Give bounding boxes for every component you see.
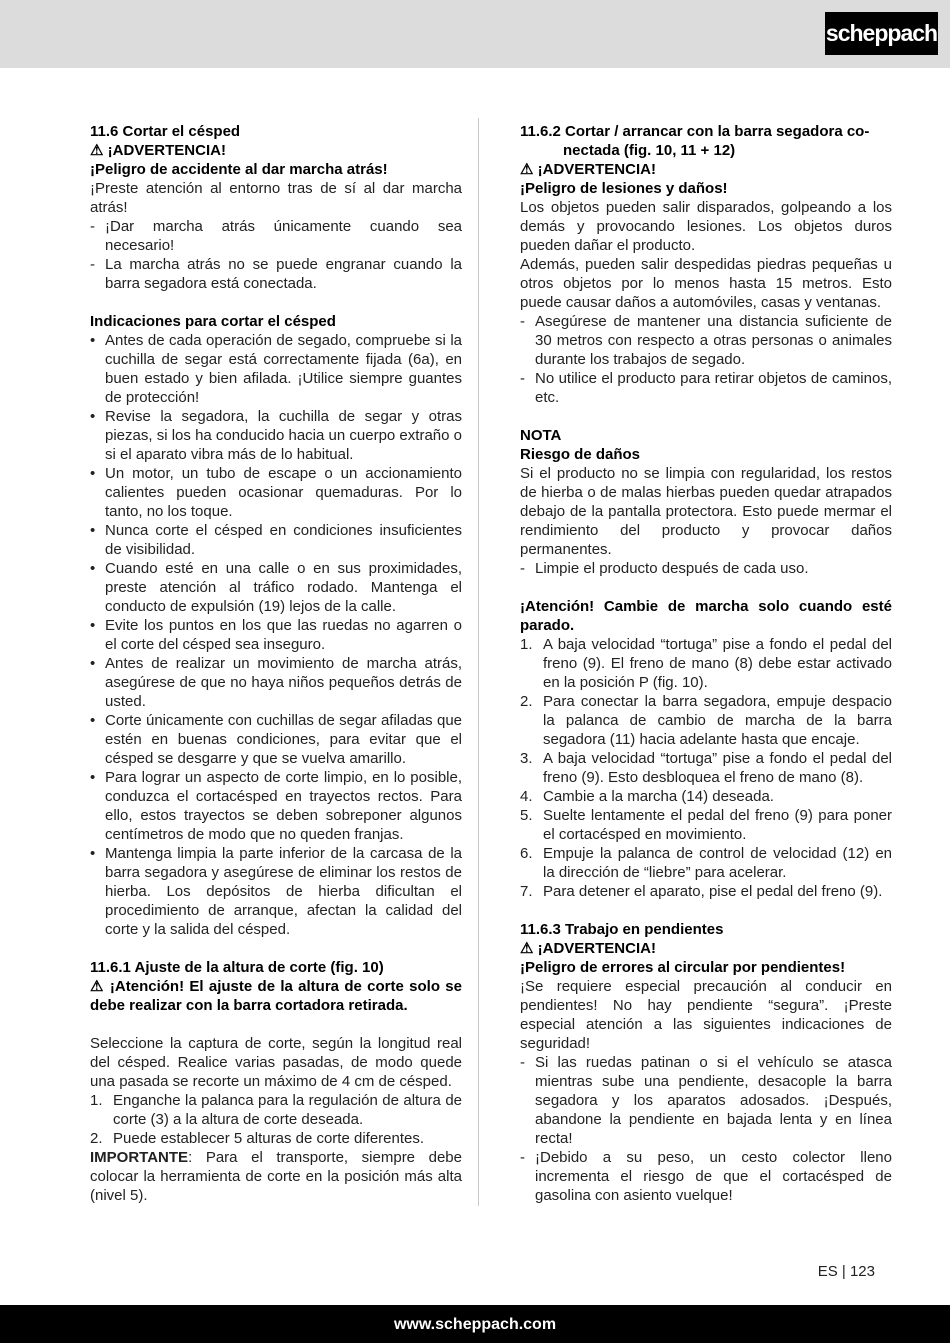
list-marker: - xyxy=(520,370,525,387)
list-marker: 2. xyxy=(520,693,533,710)
section-heading: 11.6.3 Trabajo en pendientes xyxy=(520,921,724,938)
paragraph: Además, pueden salir despedidas piedras pequeñas u otros objetos por lo menos hasta 15 metros. Esto puede causar daños a automóviles, casas y ventanas. xyxy=(520,256,892,311)
list-item xyxy=(520,635,892,692)
section-heading: Indicaciones para cortar el césped xyxy=(90,313,336,330)
list-marker: - xyxy=(90,218,95,235)
list-item xyxy=(520,369,892,407)
column-divider xyxy=(478,118,479,1206)
list-item xyxy=(90,521,462,559)
list-item-text: No utilice el producto para retirar objetos de caminos, etc. xyxy=(535,370,892,406)
list xyxy=(520,1053,892,1205)
list-marker: 1. xyxy=(90,1092,103,1109)
warning-triangle-icon: ⚠ xyxy=(90,978,105,995)
list-item-text: Evite los puntos en los que las ruedas no agarren o el corte del césped sea inseguro. xyxy=(105,617,462,653)
list-marker: 3. xyxy=(520,750,533,767)
list-marker: 4. xyxy=(520,788,533,805)
scheppach-logo xyxy=(825,12,938,55)
warning-heading: ⚠ ¡ADVERTENCIA! xyxy=(520,940,656,957)
list-marker: 2. xyxy=(90,1130,103,1147)
list-item-text: Revise la segadora, la cuchilla de segar y otras piezas, si los ha conducido hacia un cuerpo extraño o si el aparato vibra más de lo habitual. xyxy=(105,408,462,463)
warning-heading: ⚠ ¡ADVERTENCIA! xyxy=(520,161,656,178)
list-item-text: Nunca corte el césped en condiciones insuficientes de visibilidad. xyxy=(105,522,462,558)
list-item xyxy=(520,844,892,882)
section-heading: 11.6.1 Ajuste de la altura de corte (fig. 10) xyxy=(90,959,384,976)
list-item-text: Asegúrese de mantener una distancia suficiente de 30 metros con respecto a otras personas o animales durante los trabajos de segado. xyxy=(535,313,892,368)
list-item xyxy=(520,312,892,369)
warning-heading: ⚠ ¡ADVERTENCIA! xyxy=(90,142,226,159)
warning-triangle-icon: ⚠ xyxy=(90,142,104,159)
bold-paragraph: ¡Peligro de lesiones y daños! xyxy=(520,180,728,197)
list-marker: • xyxy=(90,332,96,349)
list-marker: • xyxy=(90,560,96,577)
paragraph: Los objetos pueden salir disparados, golpeando a los demás y provocando lesiones. Los objetos duros pueden dañar el producto. xyxy=(520,199,892,254)
list-marker: - xyxy=(520,1054,525,1071)
list-item xyxy=(90,654,462,711)
list-item xyxy=(90,331,462,407)
list-item xyxy=(90,1091,462,1129)
list-marker: • xyxy=(90,712,96,729)
warning-heading: ⚠ ¡Atención! El ajuste de la altura de corte solo se debe realizar con la barra cortadora retirada. xyxy=(90,978,462,1014)
list-item xyxy=(90,464,462,521)
list-marker: • xyxy=(90,845,96,862)
list-item xyxy=(520,559,892,578)
list-item-text: A baja velocidad “tortuga” pise a fondo el pedal del freno (9). Esto desbloquea el freno de mano (8). xyxy=(543,750,892,786)
list-marker: - xyxy=(520,560,525,577)
list-item xyxy=(90,844,462,939)
list-item xyxy=(90,711,462,768)
list-marker: • xyxy=(90,465,96,482)
list-item xyxy=(520,882,892,901)
list-item-text: Corte únicamente con cuchillas de segar afiladas que estén en buenas condiciones, para evitar que el césped se desgarre y que se vuelva amarillo. xyxy=(105,712,462,767)
list-item-text: Antes de realizar un movimiento de marcha atrás, asegúrese de que no haya niños pequeños detrás de usted. xyxy=(105,655,462,710)
footer-bar xyxy=(0,1305,950,1343)
list-item xyxy=(90,217,462,255)
list xyxy=(90,331,462,939)
spacer xyxy=(90,1015,462,1034)
list-item xyxy=(90,768,462,844)
right-column xyxy=(520,122,892,1205)
list-item-text: Cambie a la marcha (14) deseada. xyxy=(543,788,774,805)
list-item-text: Antes de cada operación de segado, compruebe si la cuchilla de segar está correctamente fijada (6a), en buen estado y bien afilada. ¡Utilice siempre guantes de protección! xyxy=(105,332,462,406)
list-item xyxy=(90,616,462,654)
list-marker: 7. xyxy=(520,883,533,900)
list-item xyxy=(90,559,462,616)
spacer xyxy=(90,939,462,958)
list-item-text: ¡Debido a su peso, un cesto colector lleno incrementa el riesgo de que el cortacésped de gasolina con asiento vuelque! xyxy=(535,1149,892,1204)
list-marker: - xyxy=(520,1149,525,1166)
list-item xyxy=(90,1129,462,1148)
section-heading: NOTA xyxy=(520,427,562,444)
logo-text: scheppach xyxy=(825,20,938,46)
bold-paragraph: ¡Peligro de accidente al dar marcha atrás! xyxy=(90,161,388,178)
list-item xyxy=(520,787,892,806)
list-item-text: Para conectar la barra segadora, empuje despacio la palanca de cambio de marcha de la barra segadora (11) hacia adelante hasta que encaje. xyxy=(543,693,892,748)
list-item-text: Para lograr un aspecto de corte limpio, en lo posible, conduzca el cortacésped en trayectos rectos. Para ello, estos trayectos se deben sobreponer algunos centímetros de modo que no queden franjas. xyxy=(105,769,462,843)
paragraph: ¡Se requiere especial precaución al conducir en pendientes! No hay pendiente “segura”. ¡Preste especial atención a las siguientes indicaciones de seguridad! xyxy=(520,978,892,1052)
list-item-text: La marcha atrás no se puede engranar cuando la barra segadora está conectada. xyxy=(105,256,462,292)
paragraph: ¡Preste atención al entorno tras de sí al dar marcha atrás! xyxy=(90,180,462,216)
list xyxy=(520,559,892,578)
list-marker: - xyxy=(520,313,525,330)
list-item xyxy=(520,692,892,749)
list-item-text: Para detener el aparato, pise el pedal del freno (9). xyxy=(543,883,883,900)
list-marker: • xyxy=(90,522,96,539)
list xyxy=(520,635,892,901)
list-item-text: Un motor, un tubo de escape o un accionamiento calientes pueden ocasionar quemaduras. Por lo tanto, no los toque. xyxy=(105,465,462,520)
list-item-text: Enganche la palanca para la regulación de altura de corte (3) a la altura de corte deseada. xyxy=(113,1092,462,1128)
list-marker: 5. xyxy=(520,807,533,824)
list-item xyxy=(90,407,462,464)
left-column xyxy=(90,122,462,1205)
list-item xyxy=(520,749,892,787)
warning-triangle-icon: ⚠ xyxy=(520,940,534,957)
list-item-text: A baja velocidad “tortuga” pise a fondo el pedal del freno (9). El freno de mano (8) debe estar activado en la posición P (fig. 10). xyxy=(543,636,892,691)
list-item xyxy=(520,1148,892,1205)
section-heading: 11.6 Cortar el césped xyxy=(90,123,241,140)
section-heading: Riesgo de daños xyxy=(520,446,641,463)
list-item-text: Cuando esté en una calle o en sus proximidades, preste atención al tráfico rodado. Mantenga el conducto de expulsión (19) lejos de la calle. xyxy=(105,560,462,615)
list-marker: • xyxy=(90,408,96,425)
list-marker: • xyxy=(90,617,96,634)
list xyxy=(90,1091,462,1148)
list-item-text: Empuje la palanca de control de velocidad (12) en la dirección de “liebre” para acelerar. xyxy=(543,845,892,881)
warning-triangle-icon: ⚠ xyxy=(520,161,534,178)
bold-paragraph: ¡Peligro de errores al circular por pendientes! xyxy=(520,959,846,976)
list-item-text: Suelte lentamente el pedal del freno (9) para poner el cortacésped en movimiento. xyxy=(543,807,892,843)
list-marker: • xyxy=(90,655,96,672)
list-marker: - xyxy=(90,256,95,273)
list-item-text: Mantenga limpia la parte inferior de la carcasa de la barra segadora y asegúrese de eliminar los restos de hierba. Los depósitos de hierba dificultan el procedimiento de arranque, afectan la calidad del corte y la salida del césped. xyxy=(105,845,462,938)
page-number: ES | 123 xyxy=(817,1263,875,1280)
website-text: www.scheppach.com xyxy=(393,1315,557,1333)
paragraph: IMPORTANTE: Para el transporte, siempre debe colocar la herramienta de corte en la posición más alta (nivel 5). xyxy=(90,1149,462,1204)
list-item-text: Si las ruedas patinan o si el vehículo se atasca mientras sube una pendiente, desacople la barra segadora y los aparatos adosados. ¡Después, abandone la pendiente en bajada lenta y en línea recta! xyxy=(535,1054,892,1147)
bold-paragraph: ¡Atención! Cambie de marcha solo cuando esté parado. xyxy=(520,598,892,634)
paragraph: Seleccione la captura de corte, según la longitud real del césped. Realice varias pasadas, de modo quede una pasada se recorte un máximo de 4 cm de césped. xyxy=(90,1035,462,1090)
list-item-text: ¡Dar marcha atrás únicamente cuando sea necesario! xyxy=(105,218,462,254)
list-item xyxy=(90,255,462,293)
section-heading: 11.6.2 Cortar / arrancar con la barra segadora conectada (fig. 10, 11 + 12) xyxy=(520,123,870,159)
list-marker: 1. xyxy=(520,636,533,653)
list xyxy=(520,312,892,407)
list-item xyxy=(520,806,892,844)
spacer xyxy=(520,578,892,597)
header-bar xyxy=(0,0,950,68)
spacer xyxy=(520,407,892,426)
lead-word: IMPORTANTE xyxy=(90,1149,189,1166)
list-item-text: Limpie el producto después de cada uso. xyxy=(535,560,809,577)
list xyxy=(90,217,462,293)
spacer xyxy=(520,901,892,920)
list-item-text: Puede establecer 5 alturas de corte diferentes. xyxy=(113,1130,425,1147)
list-marker: 6. xyxy=(520,845,533,862)
paragraph: Si el producto no se limpia con regularidad, los restos de hierba o de malas hierbas pueden quedar atrapados debajo de la pantalla protectora. Esto puede mermar el rendimiento del producto y provocar daños permanentes. xyxy=(520,465,892,558)
list-item xyxy=(520,1053,892,1148)
spacer xyxy=(90,293,462,312)
list-marker: • xyxy=(90,769,96,786)
